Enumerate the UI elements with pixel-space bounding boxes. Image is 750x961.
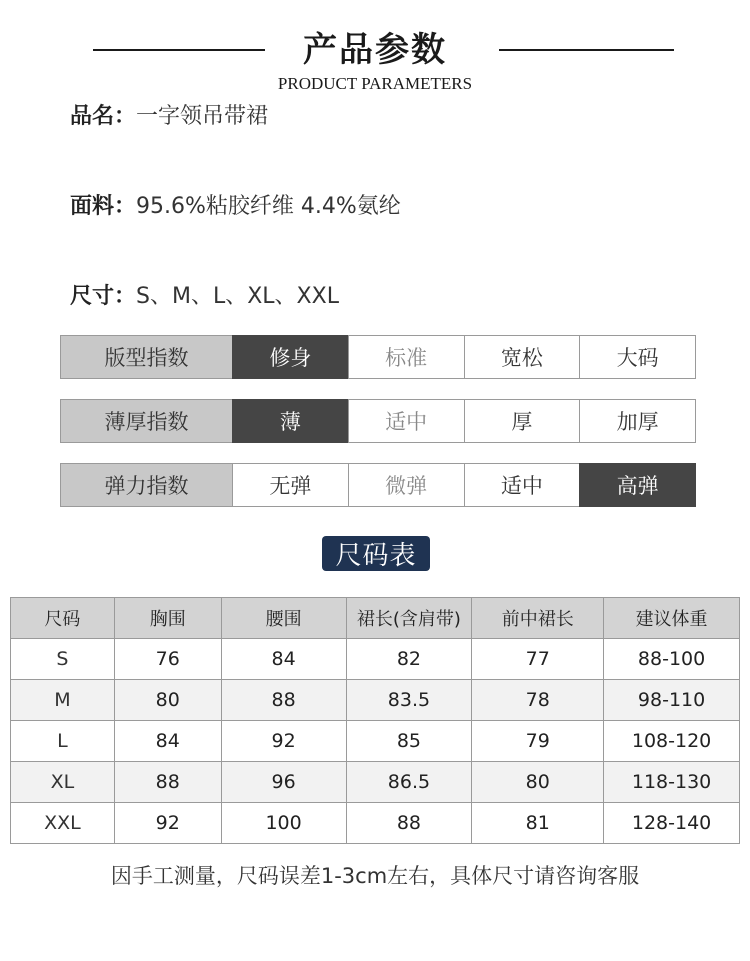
cell-size: M [11,680,115,721]
fit-index-label: 版型指数 [60,335,233,379]
cell-front-length: 77 [472,639,604,680]
cell-waist: 84 [221,639,346,680]
cell-front-length: 80 [472,762,604,803]
cell-length: 88 [346,803,472,844]
size-table-header [11,598,740,639]
size-table [10,597,740,844]
cell-size: L [11,721,115,762]
table-row [11,762,740,803]
cell-weight: 128-140 [604,803,740,844]
table-row [11,680,740,721]
page-subtitle: PRODUCT PARAMETERS [277,74,473,93]
cell-front-length: 81 [472,803,604,844]
thickness-option-thin: 薄 [232,399,349,443]
product-name-line [70,99,268,130]
col-header-length: 裙长(含肩带) [346,598,472,639]
cell-waist: 100 [221,803,346,844]
thickness-option-extra-thick: 加厚 [579,399,696,443]
thickness-option-thick: 厚 [464,399,581,443]
size-label: 尺寸： [70,284,137,309]
cell-weight: 98-110 [604,680,740,721]
elasticity-option-slight: 微弹 [348,463,465,507]
fit-option-plus: 大码 [579,335,696,379]
col-header-bust: 胸围 [114,598,221,639]
size-line [70,279,339,310]
cell-bust: 88 [114,762,221,803]
col-header-front-length: 前中裙长 [472,598,604,639]
cell-length: 86.5 [346,762,472,803]
cell-length: 83.5 [346,680,472,721]
fabric-value: 95.6%粘胶纤维 4.4%氨纶 [136,194,401,219]
cell-size: XL [11,762,115,803]
cell-weight: 108-120 [604,721,740,762]
elasticity-index-label: 弹力指数 [60,463,233,507]
cell-bust: 76 [114,639,221,680]
thickness-index-label: 薄厚指数 [60,399,233,443]
fit-option-standard: 标准 [348,335,465,379]
elasticity-option-medium: 适中 [464,463,581,507]
table-row [11,639,740,680]
elasticity-index-row [60,463,696,507]
fit-option-loose: 宽松 [464,335,581,379]
size-chart-title: 尺码表 [322,536,430,571]
product-name-value: 一字领吊带裙 [136,104,269,129]
product-name-label: 品名： [70,104,137,129]
cell-bust: 80 [114,680,221,721]
fit-option-slim: 修身 [232,335,349,379]
fabric-line [70,189,401,220]
size-value: S、M、L、XL、XXL [136,284,339,309]
thickness-option-medium: 适中 [348,399,465,443]
fabric-label: 面料： [70,194,137,219]
cell-waist: 88 [221,680,346,721]
cell-front-length: 78 [472,680,604,721]
cell-waist: 96 [221,762,346,803]
cell-length: 85 [346,721,472,762]
measurement-note: 因手工测量，尺码误差1-3cm左右，具体尺寸请咨询客服 [110,864,640,888]
col-header-weight: 建议体重 [604,598,740,639]
cell-waist: 92 [221,721,346,762]
cell-bust: 84 [114,721,221,762]
elasticity-option-none: 无弹 [232,463,349,507]
cell-size: S [11,639,115,680]
table-row [11,721,740,762]
cell-length: 82 [346,639,472,680]
col-header-size: 尺码 [11,598,115,639]
cell-weight: 118-130 [604,762,740,803]
fit-index-row [60,335,696,379]
cell-bust: 92 [114,803,221,844]
cell-weight: 88-100 [604,639,740,680]
elasticity-option-high: 高弹 [579,463,696,507]
thickness-index-row [60,399,696,443]
cell-size: XXL [11,803,115,844]
table-row [11,803,740,844]
cell-front-length: 79 [472,721,604,762]
col-header-waist: 腰围 [221,598,346,639]
page-title: 产品参数 [303,30,447,70]
